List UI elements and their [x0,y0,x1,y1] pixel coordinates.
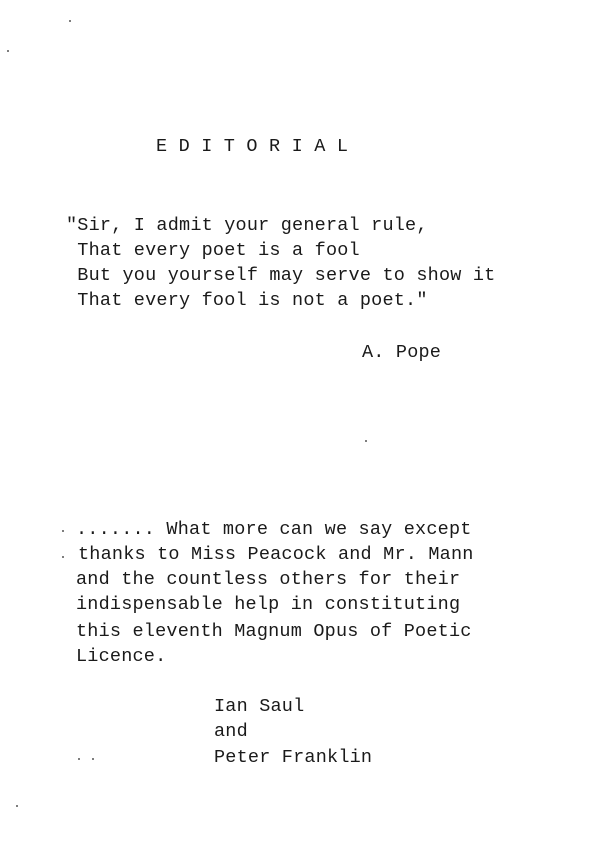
page-title: E D I T O R I A L [156,136,349,157]
message-line: Licence. [76,646,167,667]
quote-line: "Sir, I admit your general rule, [66,215,428,236]
message-line: indispensable help in constituting [76,594,461,615]
signature-name: Peter Franklin [214,747,373,768]
signature-name: Ian Saul [214,696,305,717]
scan-speck [92,758,94,760]
quote-line: But you yourself may serve to show it [66,265,496,286]
message-line: thanks to Miss Peacock and Mr. Mann [78,544,474,565]
quote-line: That every poet is a fool [66,240,360,261]
scan-speck [78,758,80,760]
message-line: and the countless others for their [76,569,461,590]
signature-conjunction: and [214,721,248,742]
scan-speck [16,805,18,807]
message-line: ....... What more can we say except [76,519,472,540]
scan-speck [69,20,71,22]
quote-attribution: A. Pope [362,342,442,363]
message-line: this eleventh Magnum Opus of Poetic [76,621,472,642]
scan-speck [7,50,9,52]
scan-speck [365,440,367,442]
scan-speck [62,556,64,558]
scan-speck [62,530,64,532]
quote-line: That every fool is not a poet." [66,290,428,311]
